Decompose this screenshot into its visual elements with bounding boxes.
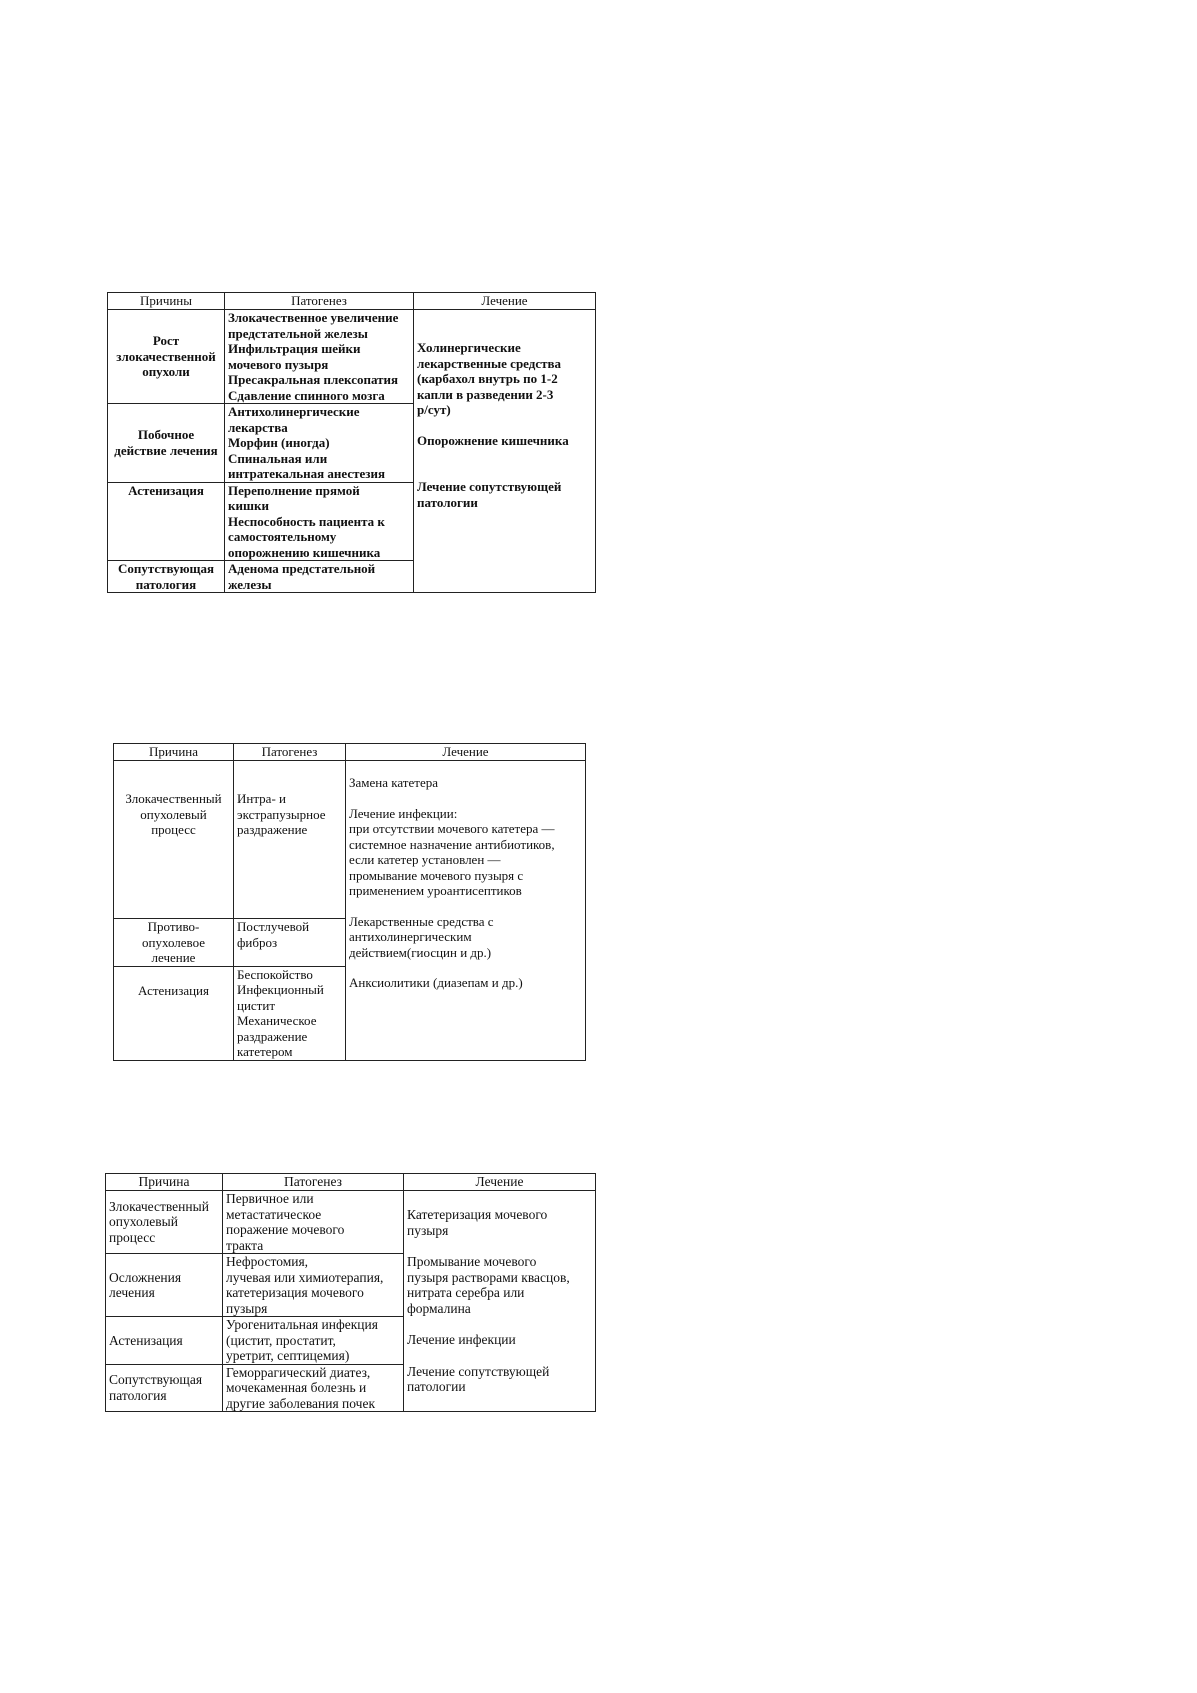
pathogenesis-cell: Злокачественное увеличение предстательной железы Инфильтрация шейки мочевого пузыря Пресакральная плексопатия Сдавление спинного мозга — [225, 310, 414, 404]
header-cause: Причина — [106, 1174, 223, 1191]
header-treatment: Лечение — [346, 744, 586, 761]
table-row — [114, 761, 586, 919]
cause-cell: Астенизация — [114, 966, 234, 1060]
cause-cell: Злокачественный опухолевый процесс — [114, 761, 234, 919]
cause-cell: Побочное действие лечения — [108, 404, 225, 483]
table-row — [108, 310, 596, 404]
cause-cell: Сопутствующая патология — [106, 1364, 223, 1412]
pathogenesis-cell: Нефростомия, лучевая или химиотерапия, катетеризация мочевого пузыря — [223, 1254, 404, 1317]
treatment-cell: Замена катетера Лечение инфекции: при отсутствии мочевого катетера — системное назначение антибиотиков, если катетер установлен — промывание мочевого пузыря с применением уроантисептиков Лекарственные средства с антихолинергическим действием(гиосцин и др.) Анксиолитики (диазепам и др.) — [346, 761, 586, 1061]
header-cause: Причины — [108, 293, 225, 310]
pathogenesis-cell: Беспокойство Инфекционный цистит Механическое раздражение катетером — [234, 966, 346, 1060]
header-cause: Причина — [114, 744, 234, 761]
pathogenesis-cell: Аденома предстательной железы — [225, 561, 414, 593]
cause-cell: Астенизация — [108, 482, 225, 561]
cause-cell: Противо- опухолевое лечение — [114, 919, 234, 967]
table-bladder-irritation — [113, 743, 586, 1061]
header-treatment: Лечение — [404, 1174, 596, 1191]
header-pathogenesis: Патогенез — [223, 1174, 404, 1191]
cause-cell: Рост злокачественной опухоли — [108, 310, 225, 404]
table-row — [106, 1191, 596, 1254]
table-header-row — [108, 293, 596, 310]
pathogenesis-cell: Интра- и экстрапузырное раздражение — [234, 761, 346, 919]
pathogenesis-cell: Урогенитальная инфекция (цистит, простатит, уретрит, септицемия) — [223, 1317, 404, 1365]
header-pathogenesis: Патогенез — [225, 293, 414, 310]
pathogenesis-cell: Постлучевой фиброз — [234, 919, 346, 967]
cause-cell: Осложнения лечения — [106, 1254, 223, 1317]
header-pathogenesis: Патогенез — [234, 744, 346, 761]
pathogenesis-cell: Геморрагический диатез, мочекаменная болезнь и другие заболевания почек — [223, 1364, 404, 1412]
treatment-cell: Катетеризация мочевого пузыря Промывание мочевого пузыря растворами квасцов, нитрата серебра или формалина Лечение инфекции Лечение сопутствующей патологии — [404, 1191, 596, 1412]
header-treatment: Лечение — [414, 293, 596, 310]
pathogenesis-cell: Антихолинергические лекарства Морфин (иногда) Спинальная или интратекальная анестезия — [225, 404, 414, 483]
cause-cell: Злокачественный опухолевый процесс — [106, 1191, 223, 1254]
table-urinary-retention — [107, 292, 596, 593]
table-header-row — [106, 1174, 596, 1191]
pathogenesis-cell: Переполнение прямой кишки Неспособность пациента к самостоятельному опорожнению кишечника — [225, 482, 414, 561]
cause-cell: Сопутствующая патология — [108, 561, 225, 593]
table-hematuria — [105, 1173, 596, 1412]
pathogenesis-cell: Первичное или метастатическое поражение мочевого тракта — [223, 1191, 404, 1254]
cause-cell: Астенизация — [106, 1317, 223, 1365]
table-header-row — [114, 744, 586, 761]
treatment-cell: Холинергические лекарственные средства (карбахол внутрь по 1-2 капли в разведении 2-3 р/сут) Опорожнение кишечника Лечение сопутствующей патологии — [414, 310, 596, 593]
